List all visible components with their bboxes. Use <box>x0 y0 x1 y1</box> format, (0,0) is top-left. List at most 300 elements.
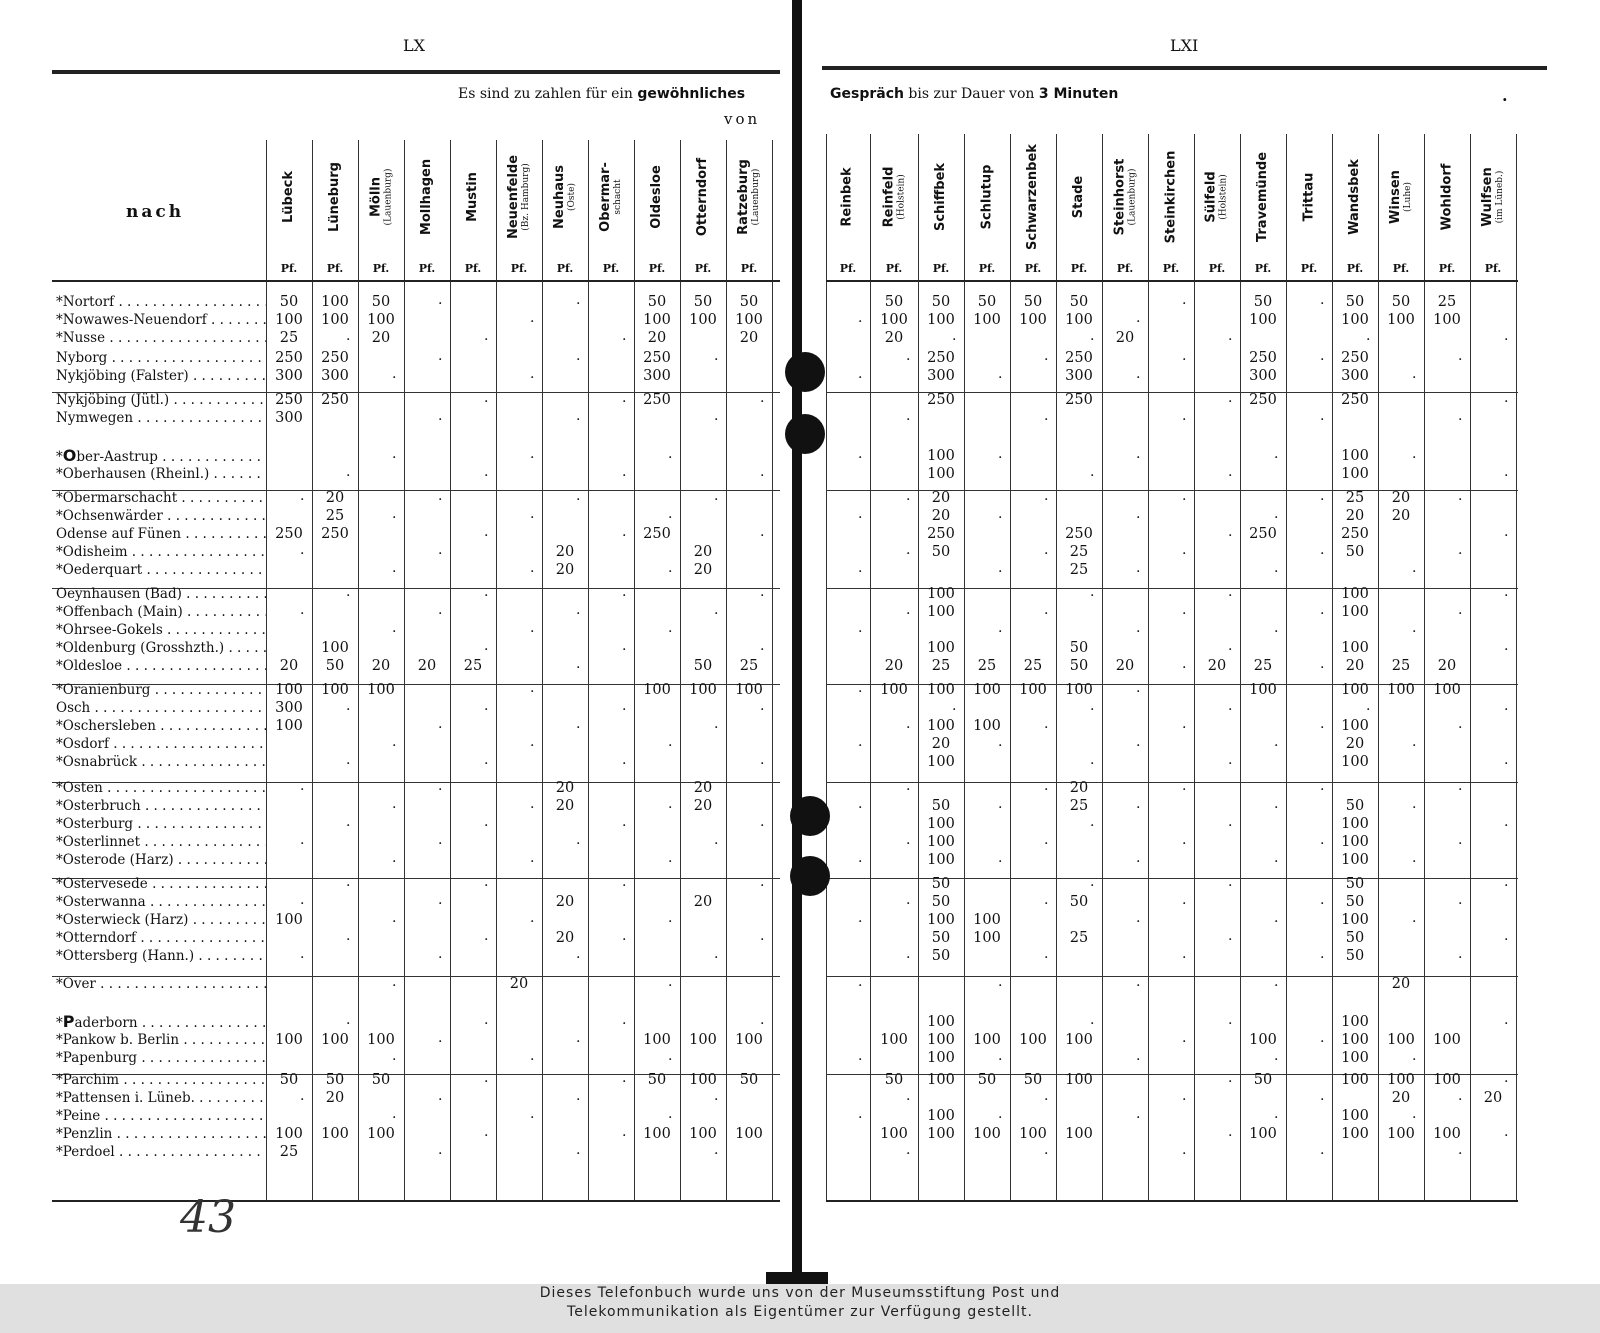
empty-dot: . <box>668 620 673 636</box>
empty-dot: . <box>1504 874 1509 890</box>
place-name: *Oberhausen (Rheinl.) . . . <box>56 465 266 483</box>
empty-dot: . <box>998 734 1003 750</box>
empty-dot: . <box>714 488 719 504</box>
rate-cell: 20 <box>1391 490 1411 506</box>
place-name: *Ober-Aastrup . . . <box>56 447 266 465</box>
empty-dot: . <box>1090 698 1095 714</box>
empty-dot: . <box>1504 1124 1509 1140</box>
rate-cell: 100 <box>973 682 1001 698</box>
unit-label: Pf. <box>1438 262 1456 275</box>
empty-dot: . <box>858 1048 863 1064</box>
rate-cell: 20 <box>693 894 713 910</box>
empty-dot: . <box>622 328 627 344</box>
rate-cell: 100 <box>927 718 955 734</box>
empty-dot: . <box>714 602 719 618</box>
empty-dot: . <box>1044 542 1049 558</box>
empty-dot: . <box>576 1030 581 1046</box>
column-rule <box>1286 134 1287 1202</box>
empty-dot: . <box>1504 464 1509 480</box>
empty-dot: . <box>668 1048 673 1064</box>
rate-cell: 100 <box>275 1126 303 1142</box>
empty-dot: . <box>530 560 535 576</box>
rate-cell: 100 <box>1341 1072 1369 1088</box>
rate-cell: 100 <box>1341 754 1369 770</box>
empty-dot: . <box>1504 390 1509 406</box>
rate-cell: 100 <box>927 1014 955 1030</box>
column-header <box>588 142 634 252</box>
column-header <box>1332 142 1378 252</box>
column-header <box>1010 142 1056 252</box>
empty-dot: . <box>906 488 911 504</box>
rate-cell: 100 <box>321 640 349 656</box>
rate-cell: 250 <box>927 526 955 542</box>
place-name: *Nusse . . . <box>56 329 266 347</box>
empty-dot: . <box>484 328 489 344</box>
rate-cell: 25 <box>739 658 759 674</box>
rate-cell: 100 <box>1249 1032 1277 1048</box>
unit-label: Pf. <box>1254 262 1272 275</box>
rate-cell: 100 <box>880 1032 908 1048</box>
rate-cell: 25 <box>931 658 951 674</box>
empty-dot: . <box>858 620 863 636</box>
empty-dot: . <box>1090 584 1095 600</box>
rate-cell: 100 <box>321 312 349 328</box>
empty-dot: . <box>998 560 1003 576</box>
place-name: *Otterndorf . . . <box>56 929 266 947</box>
column-rule <box>772 140 773 1200</box>
rate-cell: 100 <box>1341 912 1369 928</box>
empty-dot: . <box>392 446 397 462</box>
group-rule <box>826 782 1518 783</box>
empty-dot: . <box>1320 778 1325 794</box>
rate-cell: 100 <box>927 1032 955 1048</box>
rate-cell: 20 <box>371 330 391 346</box>
rate-cell: 100 <box>1341 1032 1369 1048</box>
binding-clip <box>790 796 830 836</box>
empty-dot: . <box>1274 850 1279 866</box>
empty-dot: . <box>1320 716 1325 732</box>
unit-label: Pf. <box>1346 262 1364 275</box>
empty-dot: . <box>346 928 351 944</box>
empty-dot: . <box>484 1012 489 1028</box>
rate-cell: 100 <box>1341 1014 1369 1030</box>
empty-dot: . <box>1458 408 1463 424</box>
column-header <box>964 142 1010 252</box>
rate-cell: 100 <box>973 930 1001 946</box>
empty-dot: . <box>622 1012 627 1028</box>
rate-cell: 100 <box>643 1032 671 1048</box>
place-name: *Osten . . . <box>56 779 266 797</box>
rate-cell: 25 <box>279 330 299 346</box>
empty-dot: . <box>1182 716 1187 732</box>
rate-cell: 100 <box>880 1126 908 1142</box>
empty-dot: . <box>906 542 911 558</box>
rate-cell: 20 <box>1115 330 1135 346</box>
column-header-name: Trittau <box>1301 172 1317 222</box>
rate-cell: 20 <box>1483 1090 1503 1106</box>
column-header <box>358 142 404 252</box>
rate-cell: 20 <box>1345 736 1365 752</box>
empty-dot: . <box>1182 348 1187 364</box>
rate-cell: 20 <box>555 930 575 946</box>
place-name: *Osterlinnet . . . <box>56 833 266 851</box>
empty-dot: . <box>484 1070 489 1086</box>
empty-dot: . <box>300 892 305 908</box>
rate-cell: 100 <box>973 1032 1001 1048</box>
empty-dot: . <box>1044 892 1049 908</box>
rate-cell: 25 <box>1391 658 1411 674</box>
empty-dot: . <box>998 620 1003 636</box>
place-name: *Perdoel . . . <box>56 1143 266 1161</box>
empty-dot: . <box>1044 946 1049 962</box>
empty-dot: . <box>1136 850 1141 866</box>
rate-cell: 50 <box>977 294 997 310</box>
place-name: *Ochsenwärder . . . <box>56 507 266 525</box>
empty-dot: . <box>668 850 673 866</box>
empty-dot: . <box>760 814 765 830</box>
empty-dot: . <box>1504 584 1509 600</box>
rate-cell: 20 <box>1345 508 1365 524</box>
rate-cell: 100 <box>973 1126 1001 1142</box>
rate-cell: 100 <box>1341 682 1369 698</box>
column-header <box>1148 142 1194 252</box>
rate-cell: 50 <box>931 544 951 560</box>
rate-cell: 50 <box>1069 640 1089 656</box>
empty-dot: . <box>484 1124 489 1140</box>
empty-dot: . <box>1044 1142 1049 1158</box>
rate-cell: 250 <box>927 350 955 366</box>
empty-dot: . <box>1412 850 1417 866</box>
column-header <box>404 142 450 252</box>
empty-dot: . <box>346 464 351 480</box>
empty-dot: . <box>1182 488 1187 504</box>
rate-cell: 100 <box>927 1050 955 1066</box>
rate-cell: 50 <box>1023 1072 1043 1088</box>
place-name: *Oranienburg . . . <box>56 681 266 699</box>
column-header-sub: (Lauenburg) <box>1127 168 1137 226</box>
empty-dot: . <box>300 1088 305 1104</box>
rate-cell: 25 <box>1069 544 1089 560</box>
place-name: *Osterbruch . . . <box>56 797 266 815</box>
rate-cell: 100 <box>927 816 955 832</box>
rate-cell: 20 <box>1207 658 1227 674</box>
place-name: *Oederquart . . . <box>56 561 266 579</box>
place-name: Osch . . . <box>56 699 266 717</box>
column-header-sub: (im Lüneb.) <box>1495 170 1506 224</box>
rate-cell: 100 <box>1433 682 1461 698</box>
rate-cell: 100 <box>735 1126 763 1142</box>
empty-dot: . <box>1320 348 1325 364</box>
empty-dot: . <box>1136 680 1141 696</box>
rate-cell: 50 <box>1069 894 1089 910</box>
rate-cell: 25 <box>1437 294 1457 310</box>
rate-cell: 100 <box>927 754 955 770</box>
heading-right: Gespräch bis zur Dauer von 3 Minuten <box>830 86 1119 102</box>
empty-dot: . <box>858 560 863 576</box>
rate-cell: 50 <box>931 876 951 892</box>
empty-dot: . <box>438 542 443 558</box>
empty-dot: . <box>1412 1048 1417 1064</box>
empty-dot: . <box>1458 1142 1463 1158</box>
empty-dot: . <box>1504 524 1509 540</box>
rate-cell: 20 <box>693 798 713 814</box>
rate-cell: 50 <box>1253 1072 1273 1088</box>
rate-cell: 100 <box>1065 1072 1093 1088</box>
empty-dot: . <box>576 716 581 732</box>
rate-cell: 100 <box>1341 1126 1369 1142</box>
empty-dot: . <box>438 1142 443 1158</box>
column-header <box>312 142 358 252</box>
rate-cell: 100 <box>927 604 955 620</box>
rate-cell: 50 <box>1069 658 1089 674</box>
column-header-name: Neuhaus <box>552 165 568 229</box>
rate-cell: 100 <box>973 718 1001 734</box>
empty-dot: . <box>1274 974 1279 990</box>
empty-dot: . <box>858 910 863 926</box>
place-name: Nykjöbing (Jütl.) . . . <box>56 391 266 409</box>
rate-cell: 20 <box>1391 976 1411 992</box>
rate-cell: 100 <box>689 1126 717 1142</box>
empty-dot: . <box>1228 1124 1233 1140</box>
column-rule <box>588 140 589 1200</box>
rate-cell: 250 <box>1341 350 1369 366</box>
empty-dot: . <box>998 366 1003 382</box>
empty-dot: . <box>346 874 351 890</box>
empty-dot: . <box>1412 620 1417 636</box>
unit-label: Pf. <box>978 262 996 275</box>
rate-cell: 100 <box>927 682 955 698</box>
empty-dot: . <box>1136 506 1141 522</box>
rate-cell: 20 <box>371 658 391 674</box>
empty-dot: . <box>1136 620 1141 636</box>
empty-dot: . <box>1504 928 1509 944</box>
column-header <box>450 142 496 252</box>
rate-cell: 50 <box>371 1072 391 1088</box>
rate-cell: 300 <box>1249 368 1277 384</box>
column-header-name: Reinfeld <box>881 166 896 228</box>
rate-cell: 100 <box>367 682 395 698</box>
rate-cell: 100 <box>927 466 955 482</box>
empty-dot: . <box>1044 408 1049 424</box>
place-name: Oeynhausen (Bad) . . . <box>56 585 266 603</box>
rate-cell: 100 <box>1341 586 1369 602</box>
rate-cell: 100 <box>1341 852 1369 868</box>
place-name: *Ostervesede . . . <box>56 875 266 893</box>
rate-cell: 100 <box>275 1032 303 1048</box>
empty-dot: . <box>952 698 957 714</box>
rate-cell: 20 <box>509 976 529 992</box>
empty-dot: . <box>438 832 443 848</box>
rate-cell: 20 <box>417 658 437 674</box>
top-rule-left <box>52 70 780 74</box>
rate-cell: 250 <box>643 392 671 408</box>
rate-cell: 250 <box>1249 350 1277 366</box>
empty-dot: . <box>760 928 765 944</box>
empty-dot: . <box>668 910 673 926</box>
rate-cell: 20 <box>555 562 575 578</box>
column-header <box>634 142 680 252</box>
rate-cell: 100 <box>973 912 1001 928</box>
rate-cell: 20 <box>555 798 575 814</box>
book-spine <box>792 0 802 1284</box>
empty-dot: . <box>392 850 397 866</box>
rate-cell: 20 <box>693 780 713 796</box>
place-name: *Oldesloe . . . <box>56 657 266 675</box>
rate-cell: 100 <box>973 312 1001 328</box>
rate-cell: 100 <box>1065 312 1093 328</box>
empty-dot: . <box>1136 1048 1141 1064</box>
empty-dot: . <box>714 716 719 732</box>
empty-dot: . <box>1458 602 1463 618</box>
empty-dot: . <box>998 796 1003 812</box>
empty-dot: . <box>1458 348 1463 364</box>
unit-label: Pf. <box>885 262 903 275</box>
rate-cell: 100 <box>1019 1032 1047 1048</box>
empty-dot: . <box>392 974 397 990</box>
unit-label: Pf. <box>372 262 390 275</box>
empty-dot: . <box>576 602 581 618</box>
column-header <box>870 142 918 252</box>
empty-dot: . <box>622 1070 627 1086</box>
empty-dot: . <box>760 638 765 654</box>
rate-cell: 100 <box>1433 1126 1461 1142</box>
empty-dot: . <box>1458 946 1463 962</box>
rate-cell: 100 <box>689 312 717 328</box>
rate-cell: 50 <box>647 294 667 310</box>
empty-dot: . <box>1044 1088 1049 1104</box>
rate-cell: 50 <box>1253 294 1273 310</box>
rate-cell: 50 <box>1023 294 1043 310</box>
unit-label: Pf. <box>740 262 758 275</box>
empty-dot: . <box>1412 910 1417 926</box>
empty-dot: . <box>1412 796 1417 812</box>
column-header <box>496 142 542 252</box>
empty-dot: . <box>858 680 863 696</box>
column-rule <box>496 140 497 1200</box>
empty-dot: . <box>576 946 581 962</box>
empty-dot: . <box>1320 1088 1325 1104</box>
rate-cell: 50 <box>931 948 951 964</box>
rate-cell: 50 <box>693 658 713 674</box>
heading-dot: . <box>1502 86 1508 105</box>
rate-cell: 100 <box>927 1126 955 1142</box>
empty-dot: . <box>1320 656 1325 672</box>
empty-dot: . <box>484 928 489 944</box>
rate-cell: 100 <box>1433 312 1461 328</box>
binding-clip <box>785 352 825 392</box>
rate-cell: 25 <box>1069 798 1089 814</box>
rate-cell: 20 <box>931 490 951 506</box>
column-header-name: Mollhagen <box>419 158 434 236</box>
place-name: *Osdorf . . . <box>56 735 266 753</box>
empty-dot: . <box>1228 698 1233 714</box>
column-header-sub: (Lauenburg) <box>383 168 393 226</box>
footer-line-2: Telekommunikation als Eigentümer zur Verfügung gestellt. <box>567 1304 1033 1320</box>
empty-dot: . <box>622 874 627 890</box>
place-name: *Osterode (Harz) . . . <box>56 851 266 869</box>
rate-cell: 100 <box>1065 1032 1093 1048</box>
empty-dot: . <box>1412 446 1417 462</box>
rate-cell: 250 <box>1065 526 1093 542</box>
empty-dot: . <box>714 1142 719 1158</box>
empty-dot: . <box>1228 524 1233 540</box>
empty-dot: . <box>714 348 719 364</box>
column-header <box>1240 142 1286 252</box>
empty-dot: . <box>1412 560 1417 576</box>
empty-dot: . <box>1182 408 1187 424</box>
rate-cell: 250 <box>275 526 303 542</box>
column-header-name: Lüneburg <box>327 162 343 232</box>
empty-dot: . <box>392 910 397 926</box>
column-header <box>1056 142 1102 252</box>
rate-cell: 250 <box>643 350 671 366</box>
place-name: *Pattensen i. Lüneb. . . . <box>56 1089 266 1107</box>
empty-dot: . <box>438 408 443 424</box>
column-header <box>726 142 772 252</box>
rate-cell: 20 <box>884 658 904 674</box>
rate-cell: 50 <box>1345 930 1365 946</box>
empty-dot: . <box>438 716 443 732</box>
empty-dot: . <box>1320 408 1325 424</box>
rate-cell: 100 <box>1341 816 1369 832</box>
empty-dot: . <box>760 698 765 714</box>
empty-dot: . <box>906 716 911 732</box>
rate-cell: 25 <box>1345 490 1365 506</box>
rate-cell: 50 <box>884 1072 904 1088</box>
place-name: *Over . . . <box>56 975 266 993</box>
empty-dot: . <box>300 488 305 504</box>
empty-dot: . <box>1320 602 1325 618</box>
rate-cell: 25 <box>1253 658 1273 674</box>
place-name: Nymwegen . . . <box>56 409 266 427</box>
column-header-name: Wulfsen <box>1480 167 1496 227</box>
empty-dot: . <box>906 946 911 962</box>
rate-cell: 100 <box>1341 718 1369 734</box>
rate-cell: 250 <box>1065 350 1093 366</box>
empty-dot: . <box>760 752 765 768</box>
empty-dot: . <box>714 408 719 424</box>
empty-dot: . <box>300 602 305 618</box>
empty-dot: . <box>530 1048 535 1064</box>
rate-cell: 100 <box>689 1032 717 1048</box>
empty-dot: . <box>346 328 351 344</box>
empty-dot: . <box>998 974 1003 990</box>
rate-cell: 50 <box>739 1072 759 1088</box>
empty-dot: . <box>484 698 489 714</box>
empty-dot: . <box>530 734 535 750</box>
empty-dot: . <box>906 778 911 794</box>
empty-dot: . <box>858 850 863 866</box>
empty-dot: . <box>622 1124 627 1140</box>
empty-dot: . <box>1274 506 1279 522</box>
unit-label: Pf. <box>464 262 482 275</box>
rate-cell: 250 <box>1341 526 1369 542</box>
rate-cell: 100 <box>1019 312 1047 328</box>
empty-dot: . <box>668 506 673 522</box>
rate-cell: 20 <box>555 894 575 910</box>
empty-dot: . <box>668 796 673 812</box>
empty-dot: . <box>530 506 535 522</box>
empty-dot: . <box>952 328 957 344</box>
empty-dot: . <box>530 1106 535 1122</box>
place-name: *Odisheim . . . <box>56 543 266 561</box>
rate-cell: 250 <box>275 392 303 408</box>
place-name: Odense auf Fünen . . . <box>56 525 266 543</box>
empty-dot: . <box>1228 752 1233 768</box>
rate-cell: 50 <box>1345 798 1365 814</box>
empty-dot: . <box>1274 446 1279 462</box>
heading-von: von <box>724 110 761 128</box>
